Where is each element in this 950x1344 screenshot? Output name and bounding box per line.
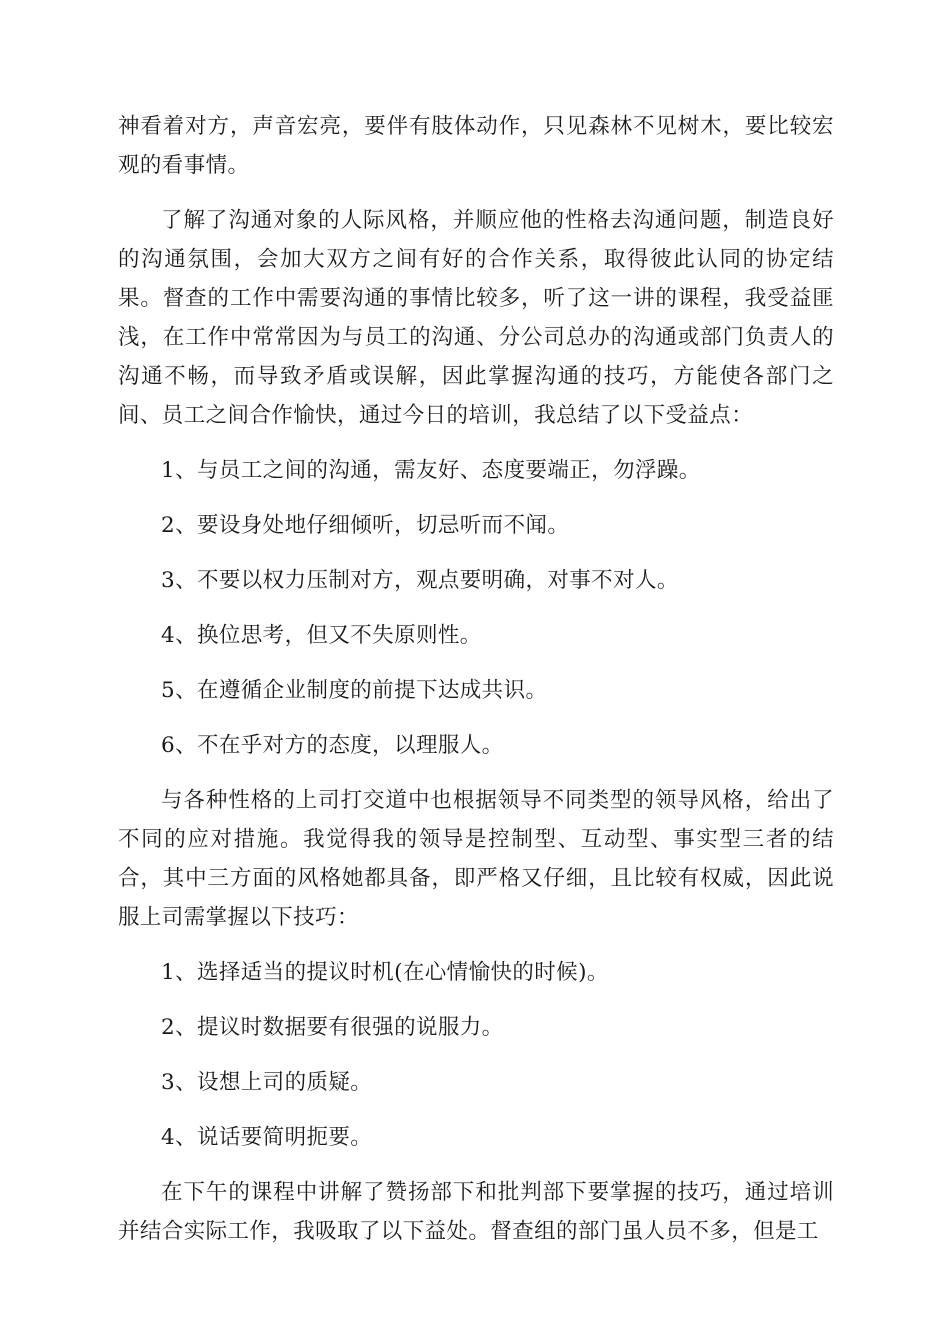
list-item: 3、不要以权力压制对方，观点要明确，对事不对人。 — [161, 568, 679, 593]
document-body — [118, 107, 834, 1267]
list-item: 5、在遵循企业制度的前提下达成共识。 — [161, 678, 548, 703]
list-item: 2、要设身处地仔细倾听，切忌听而不闻。 — [161, 513, 570, 538]
paragraph: 在下午的课程中讲解了赞扬部下和批判部下要掌握的技巧，通过培训并结合实际工作，我吸取了以下益处。督查组的部门虽人员不多，但是工 — [118, 1180, 834, 1244]
list-item: 6、不在乎对方的态度，以理服人。 — [161, 733, 504, 758]
paragraph: 了解了沟通对象的人际风格，并顺应他的性格去沟通问题，制造良好的沟通氛围，会加大双方之间有好的合作关系，取得彼此认同的协定结果。督查的工作中需要沟通的事情比较多，听了这一讲的课程，我受益匪浅，在工作中常常因为与员工的沟通、分公司总办的沟通或部门负责人的沟通不畅，而导致矛盾或误解，因此掌握沟通的技巧，方能使各部门之间、员工之间合作愉快，通过今日的培训，我总结了以下受益点： — [118, 208, 834, 428]
list-item: 1、选择适当的提议时机(在心情愉快的时候)。 — [161, 960, 609, 985]
list-item: 3、设想上司的质疑。 — [161, 1070, 373, 1095]
list-item: 4、说话要简明扼要。 — [161, 1125, 373, 1150]
list-item: 4、换位思考，但又不失原则性。 — [161, 623, 482, 648]
list-item: 2、提议时数据要有很强的说服力。 — [161, 1015, 504, 1040]
paragraph: 与各种性格的上司打交道中也根据领导不同类型的领导风格，给出了不同的应对措施。我觉得我的领导是控制型、互动型、事实型三者的结合，其中三方面的风格她都具备，即严格又仔细，且比较有权威，因此说服上司需掌握以下技巧： — [118, 788, 834, 930]
paragraph: 神看着对方，声音宏亮，要伴有肢体动作，只见森林不见树木，要比较宏观的看事情。 — [118, 114, 834, 178]
list-item: 1、与员工之间的沟通，需友好、态度要端正，勿浮躁。 — [161, 458, 701, 483]
